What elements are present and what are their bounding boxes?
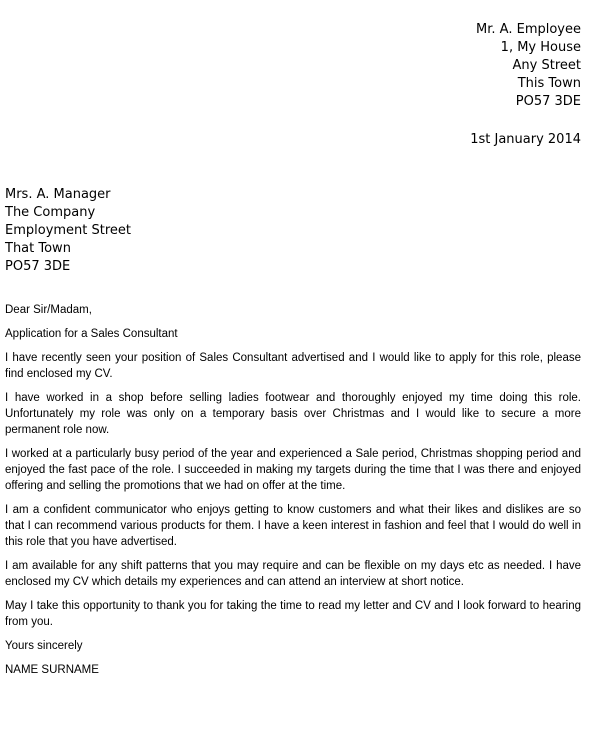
paragraph-4: I am a confident communicator who enjoys getting to know customers and what their likes and dislikes are so that I can recommend various products for them. I have a keen interest in fashion and feel that I would do well in this role that you have advertised. (5, 504, 581, 548)
recipient-town: That Town (5, 241, 71, 256)
recipient-address (5, 186, 131, 276)
paragraph-3: I worked at a particularly busy period of the year and experienced a Sale period, Christmas shopping period and enjoyed the fast pace of the role. I succeeded in making my targets during the time that I was there and enjoyed offering and selling the promotions that we had on offer at the time. (5, 448, 581, 492)
recipient-name: Mrs. A. Manager (5, 187, 111, 202)
sender-address-line1: 1, My House (500, 40, 581, 55)
sender-postcode: PO57 3DE (515, 94, 581, 109)
signature-name: NAME SURNAME (5, 664, 99, 676)
paragraph-6: May I take this opportunity to thank you for taking the time to read my letter and CV and I look forward to hearing from you. (5, 600, 581, 628)
sender-address-line2: Any Street (512, 58, 581, 73)
recipient-company: The Company (5, 205, 96, 220)
recipient-postcode: PO57 3DE (5, 259, 71, 274)
paragraph-1: I have recently seen your position of Sales Consultant advertised and I would like to apply for this role, please find enclosed my CV. (5, 352, 581, 380)
subject-line: Application for a Sales Consultant (5, 328, 178, 340)
letter-date: 1st January 2014 (470, 132, 581, 147)
letter-body (5, 302, 581, 686)
sender-town: This Town (517, 76, 581, 91)
recipient-street: Employment Street (5, 223, 132, 238)
sender-address (476, 21, 581, 111)
paragraph-2: I have worked in a shop before selling ladies footwear and thoroughly enjoyed my time doing this role. Unfortunately my role was only on a temporary basis over Christmas and I would like to secure a more permanent role now. (5, 392, 581, 436)
closing: Yours sincerely (5, 640, 83, 652)
paragraph-5: I am available for any shift patterns that you may require and can be flexible on my days etc as needed. I have enclosed my CV which details my experiences and can attend an interview at short notice. (5, 560, 581, 588)
salutation: Dear Sir/Madam, (5, 304, 92, 316)
sender-name: Mr. A. Employee (476, 22, 581, 37)
